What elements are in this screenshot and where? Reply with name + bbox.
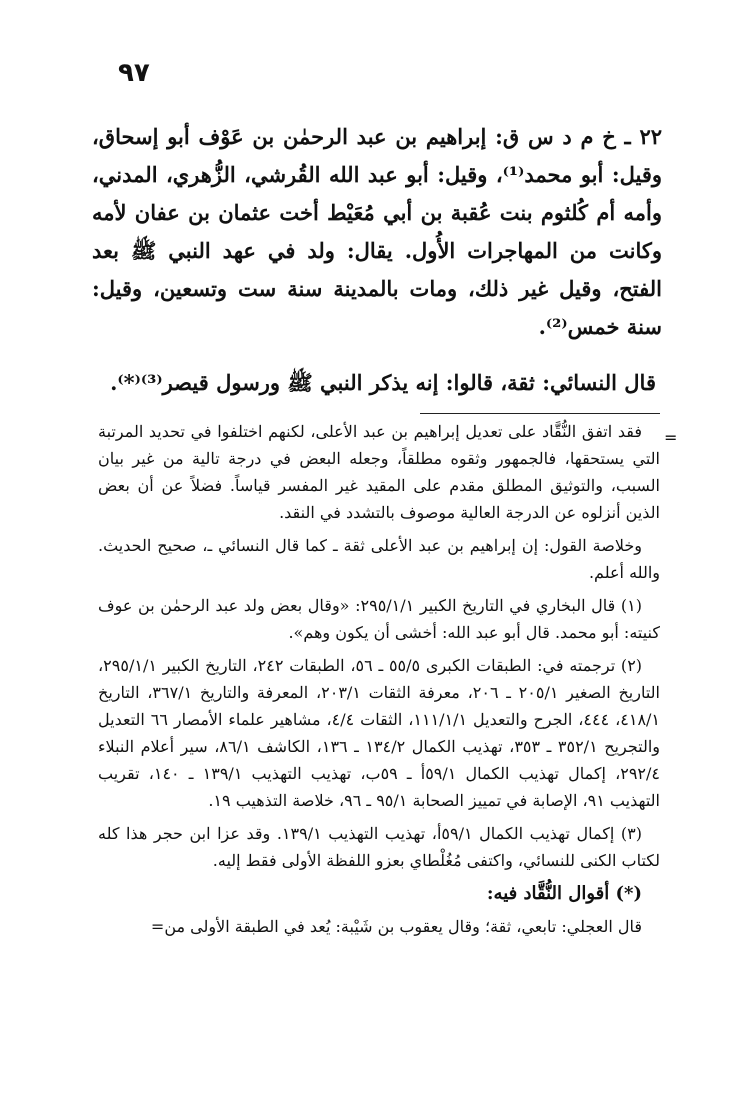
- continuation-mark: =: [664, 428, 678, 447]
- footnote-conclusion: وخلاصة القول: إن إبراهيم بن عبد الأعلى ثقة ـ كما قال النسائي ـ، صحيح الحديث. والله أعلم.: [98, 536, 660, 582]
- entry-paragraph: ٢٢ ـ خ م د س ق: إبراهيم بن عبد الرحمٰن بن عَوْف أبو إسحاق، وقيل: أبو محمد⁽¹⁾، وقيل: أبو عبد الله القُرشي، الزُّهري، المدني، وأمه أم كُلثوم بنت عُقبة بن أبي مُعَيْط أخت عثمان بن عفان لأمه وكانت من المهاجرات الأُول. يقال: ولد في عهد النبي ﷺ بعد الفتح، وقيل غير ذلك، ومات بالمدينة سنة ست وتسعين، وقيل: سنة خمس⁽²⁾.: [92, 124, 662, 339]
- critics-heading: (*) أقوال النُّقَّاد فيه:: [486, 883, 642, 904]
- page-number: ٩٧: [118, 58, 150, 88]
- main-entry: [92, 118, 662, 402]
- footnote-2: (٢) ترجمته في: الطبقات الكبرى ٥٥/٥ ـ ٥٦، الطبقات ٢٤٢، التاريخ الكبير ٢٩٥/١/١، التاريخ الصغير ٢٠٥/١ ـ ٢٠٦، معرفة الثقات ٢٠٣/١، المعرفة والتاريخ ٣٦٧/١، التاريخ ٤١٨/١، ٤٤٤، الجرح والتعديل ١١١/١/١، الثقات ٤/٤، مشاهير علماء الأمصار ٦٦ التعديل والتجريح ٣٥٢/١ ـ ٣٥٣، تهذيب الكمال ١٣٤/٢ ـ ١٣٦، الكاشف ٨٦/١، سير أعلام النبلاء ٢٩٢/٤، إكمال تهذيب الكمال ٥٩/١أ ـ ٥٩ب، تهذيب التهذيب ١٣٩/١ ـ ١٤٠، تقريب التهذيب ٩١، الإصابة في تمييز الصحابة ٩٥/١ ـ ٩٦، خلاصة التذهيب ١٩.: [98, 656, 661, 810]
- nasai-quote: قال النسائي: ثقة، قالوا: إنه يذكر النبي ﷺ ورسول قيصر⁽³⁾⁽*⁾.: [110, 370, 656, 395]
- footnote-continuation: فقد اتفق النُّقَّاد على تعديل إبراهيم بن عبد الأعلى، لكنهم اختلفوا في تحديد المرتبة التي يستحقها، فالجمهور وثقوه مطلقاً، وجعله البعض في درجة تالية من غير بيان السبب، والتوثيق المطلق مقدم على المقيد غير المفسر قياساً. فضلاً عن أن بعض الذين أنزلوه عن الدرجة العالية موصوف بالتشدد في النقد.: [98, 422, 660, 522]
- footnote-separator: [420, 413, 660, 414]
- footnotes: [98, 418, 660, 946]
- footnote-3: (٣) إكمال تهذيب الكمال ٥٩/١أ، تهذيب التهذيب ١٣٩/١. وقد عزا ابن حجر هذا كله لكتاب الكنى للنسائي، واكتفى مُغُلْطاي بعزو اللفظة الأولى فقط إليه.: [98, 824, 660, 870]
- footnote-1: (١) قال البخاري في التاريخ الكبير ٢٩٥/١/١: «وقال بعض ولد عبد الرحمٰن بن عوف كنيته: أبو محمد. قال أبو عبد الله: أخشى أن يكون وهم».: [98, 596, 660, 642]
- critics-text: قال العجلي: تابعي، ثقة؛ وقال يعقوب بن شَيْبة: يُعد في الطبقة الأولى من=: [150, 917, 642, 936]
